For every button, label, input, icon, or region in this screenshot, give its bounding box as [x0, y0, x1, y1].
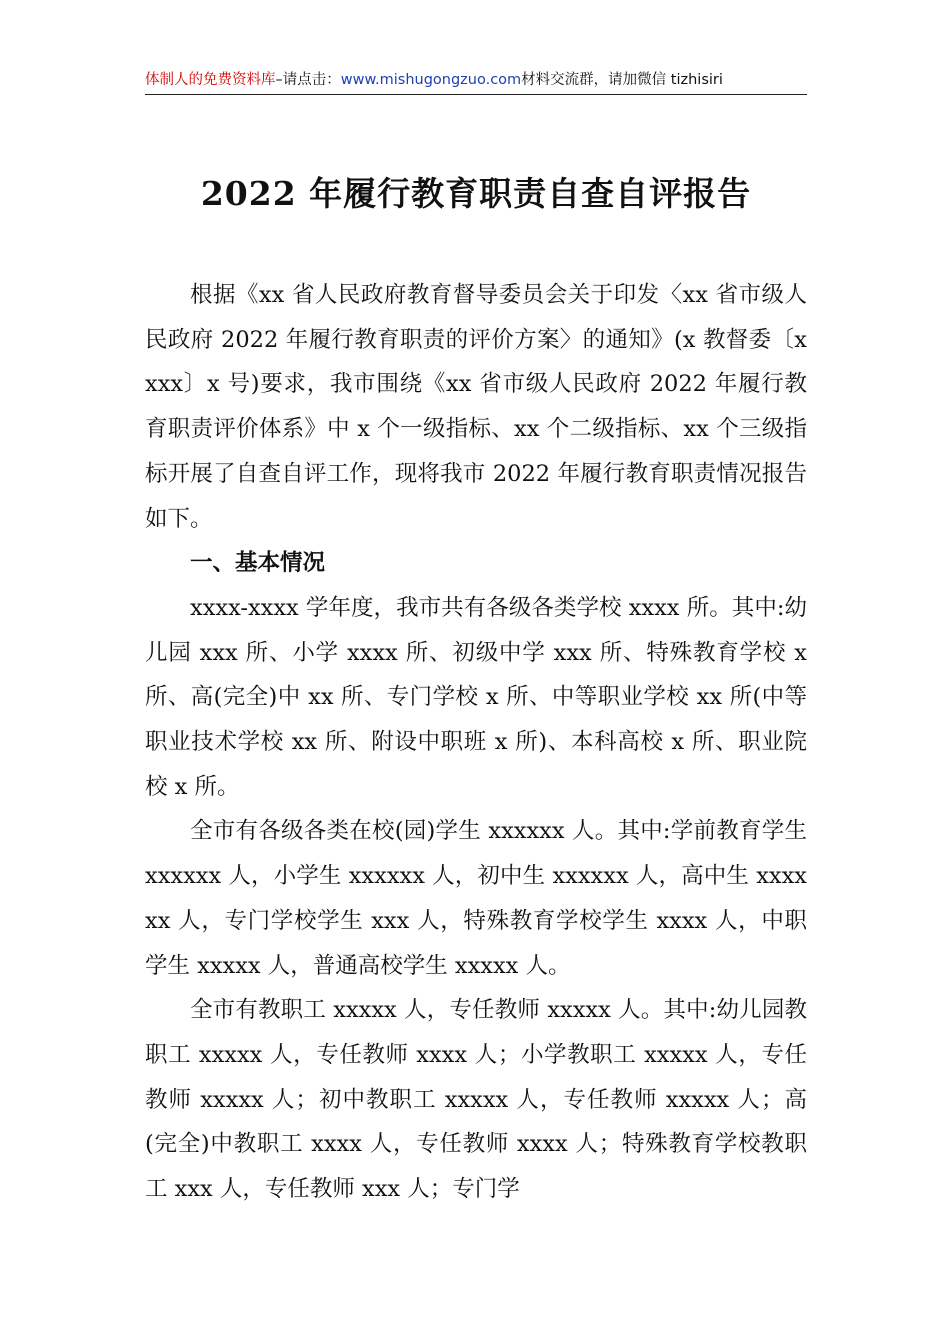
staff-paragraph: 全市有教职工 xxxxx 人，专任教师 xxxxx 人。其中:幼儿园教职工 xxxxx 人，专任教师 xxxx 人；小学教职工 xxxxx 人，专任教师 xxxxx 人；初中教职工 xxxxx 人，专任教师 xxxxx 人；高(完全)中教职工 xxxx 人，专任教师 xxxx 人；特殊教育学校教职工 xxx 人，专任教师 xxx 人；专门学 [145, 997, 807, 1203]
header-contact-text: 材料交流群，请加微信 tizhisiri [521, 72, 723, 88]
header-url-link[interactable]: www.mishugongzuo.com [340, 72, 522, 88]
students-paragraph: 全市有各级各类在校(园)学生 xxxxxx 人。其中:学前教育学生 xxxxxx 人，小学生 xxxxxx 人，初中生 xxxxxx 人，高中生 xxxxxx 人，专门学校学生 xxx 人，特殊教育学校学生 xxxx 人，中职学生 xxxxx 人，普通高校学生 xxxxx 人。 [145, 818, 807, 979]
page-header [145, 68, 807, 95]
intro-paragraph: 根据《xx 省人民政府教育督导委员会关于印发〈xx 省市级人民政府 2022 年履行教育职责的评价方案〉的通知》(x 教督委〔xxxx〕x 号)要求，我市围绕《xx 省市级人民政府 2022 年履行教育职责评价体系》中 x 个一级指标、xx 个二级指标、xx 个三级指标开展了自查自评工作，现将我市 2022 年履行教育职责情况报告如下。 [145, 282, 807, 532]
schools-paragraph: xxxx-xxxx 学年度，我市共有各级各类学校 xxxx 所。其中:幼儿园 xxx 所、小学 xxxx 所、初级中学 xxx 所、特殊教育学校 x 所、高(完全)中 xx 所、专门学校 x 所、中等职业学校 xx 所(中等职业技术学校 xx 所、附设中职班 x 所)、本科高校 x 所、职业院校 x 所。 [145, 594, 807, 800]
header-click-prompt: –请点击： [275, 72, 341, 88]
document-title: 2022 年履行教育职责自查自评报告 [200, 174, 752, 213]
header-library-name: 体制人的免费资料库 [145, 72, 276, 88]
document-body [145, 273, 807, 1212]
section-heading-basic-info: 一、基本情况 [190, 550, 326, 577]
